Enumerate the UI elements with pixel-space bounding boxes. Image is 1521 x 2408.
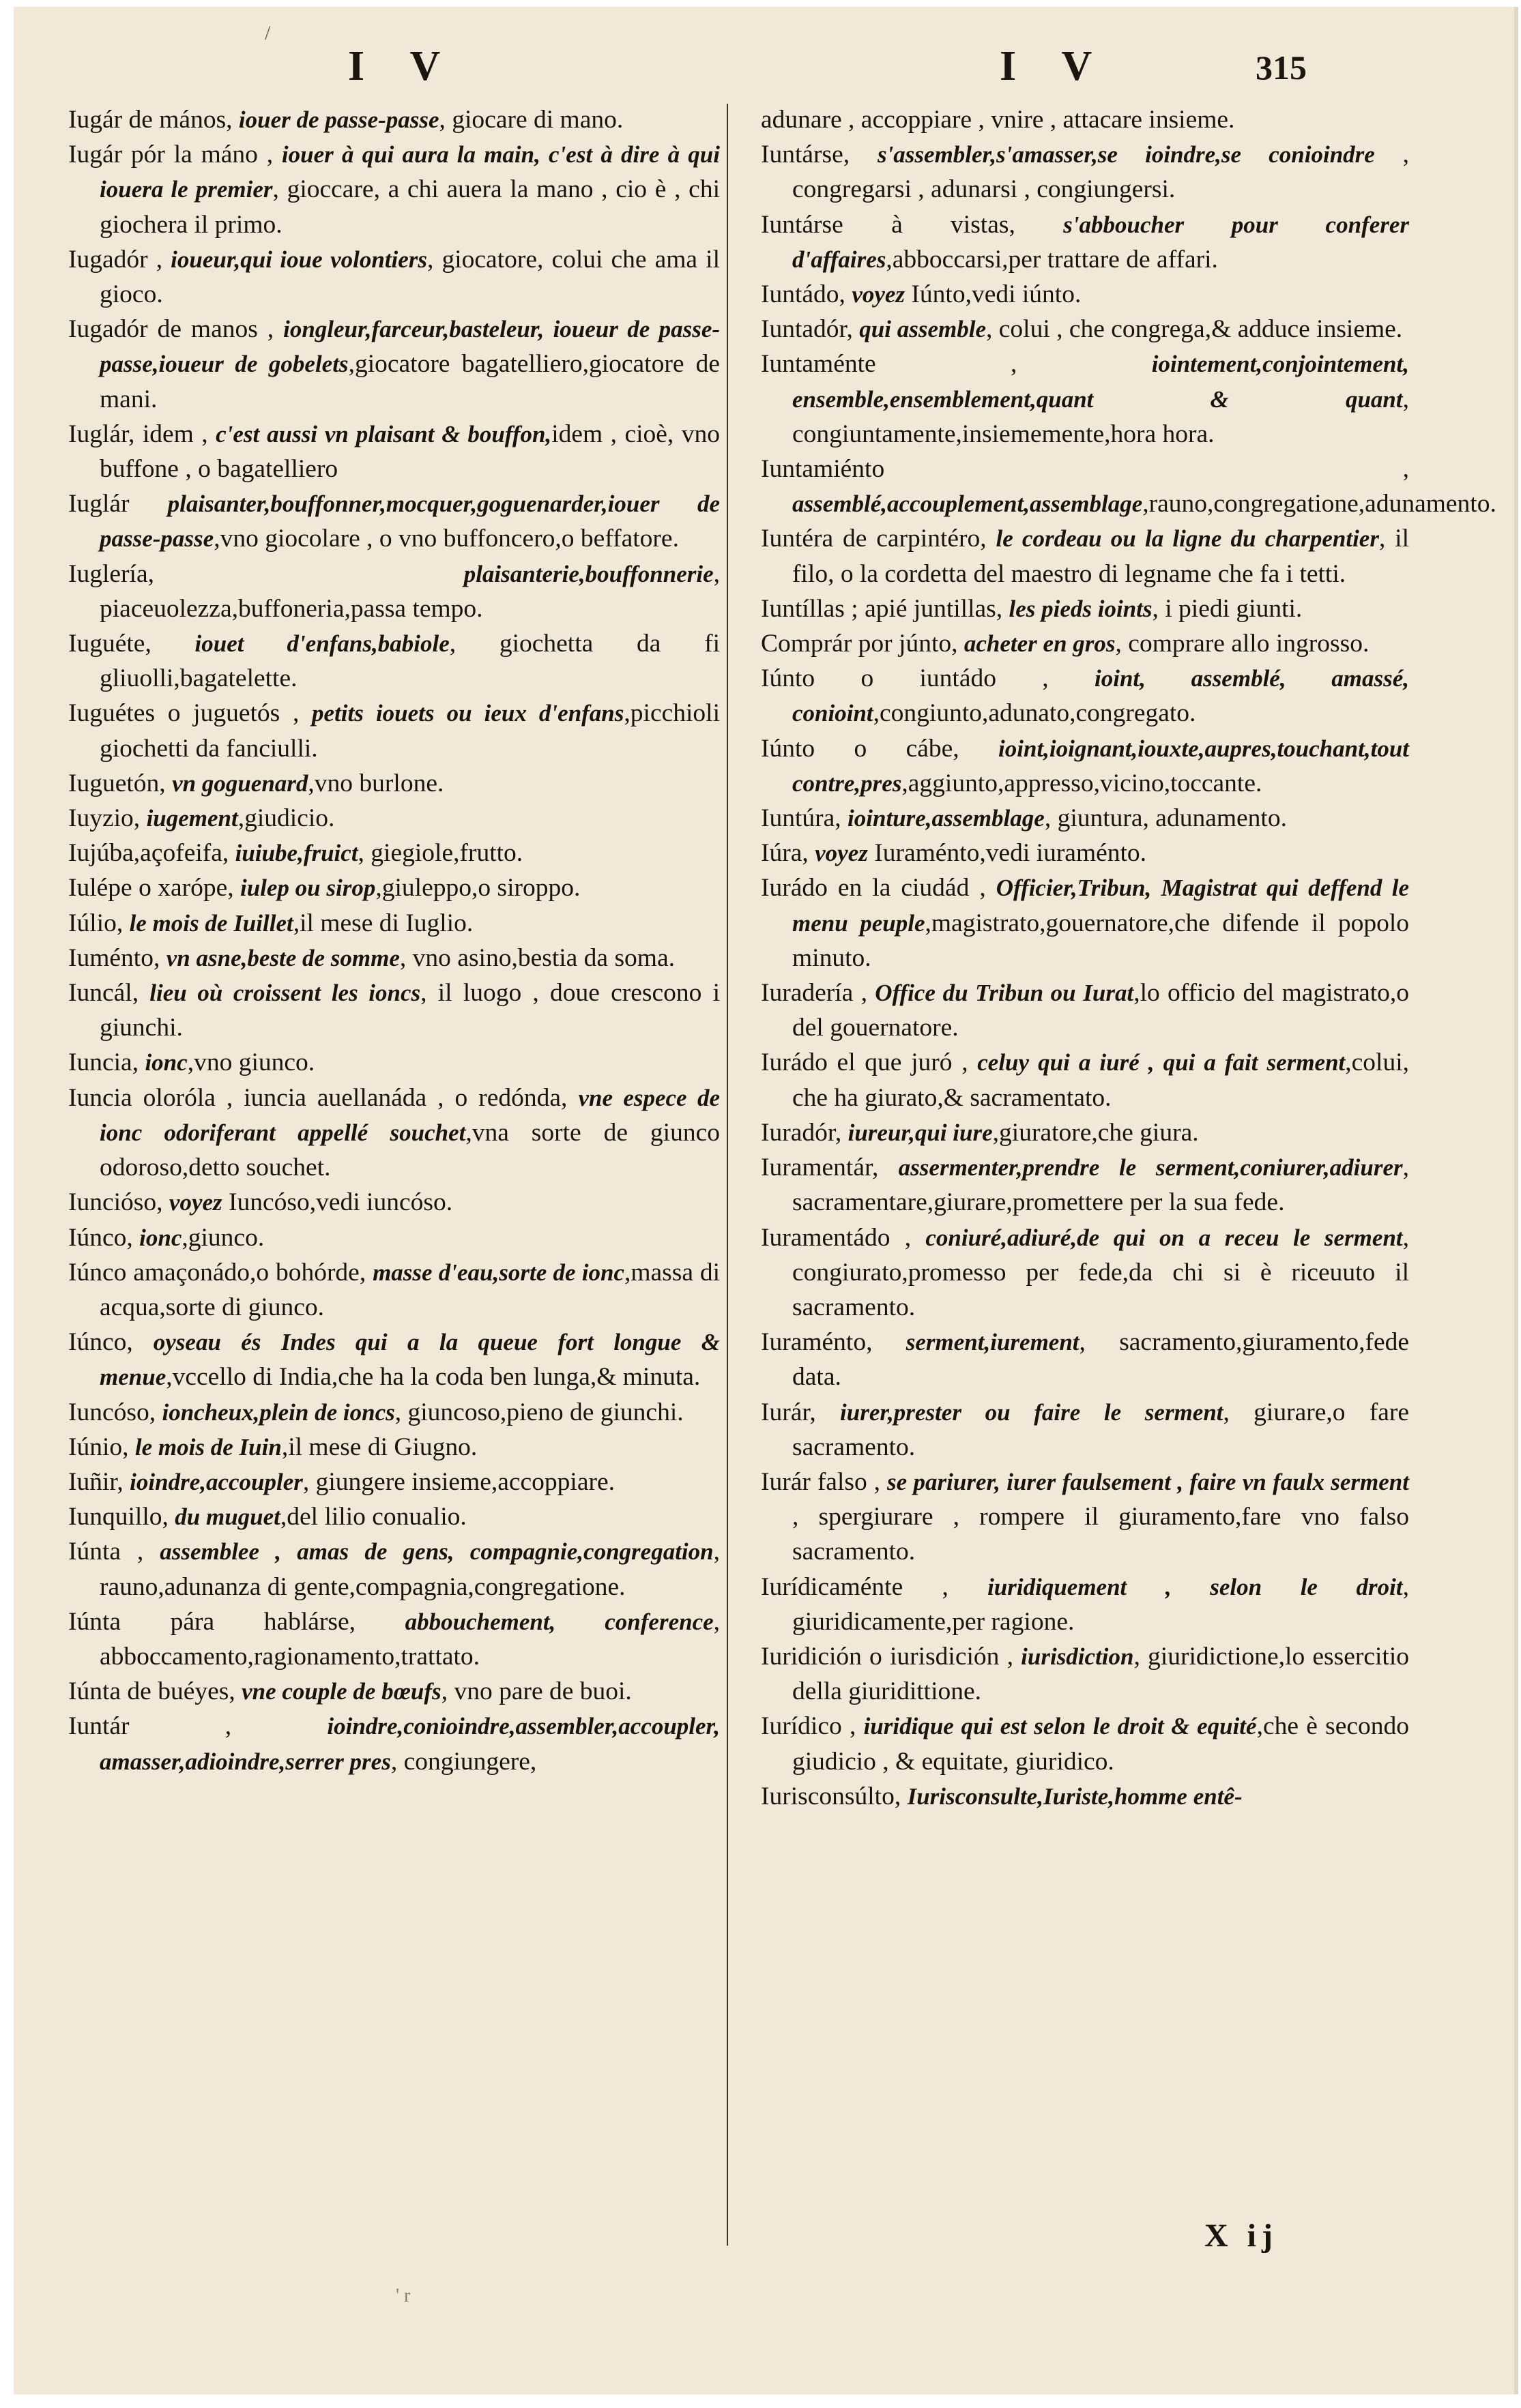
dictionary-entry xyxy=(761,1570,1409,1639)
italian-gloss: ,giocatore bagatelliero,giocatore de mani. xyxy=(100,350,721,413)
french-gloss: qui assemble xyxy=(859,316,986,343)
spanish-headword: Iuguéte, xyxy=(68,630,151,658)
dictionary-entry xyxy=(68,557,720,626)
italian-gloss: , congiungere, xyxy=(390,1747,537,1776)
italian-gloss: , giuntura, adunamento. xyxy=(1044,804,1287,833)
french-gloss: voyez xyxy=(169,1189,222,1216)
dictionary-entry xyxy=(761,731,1409,801)
italian-gloss: ,il mese di Iuglio. xyxy=(293,909,474,937)
spanish-headword: Iuntamiénto , xyxy=(761,455,1409,484)
spanish-headword: Iurisconsúlto, xyxy=(761,1782,901,1810)
spanish-headword: Iuncióso, xyxy=(68,1188,163,1217)
dictionary-entry xyxy=(68,1255,720,1325)
french-gloss: serment,iurement xyxy=(906,1329,1080,1356)
italian-gloss: ,il mese di Giugno. xyxy=(281,1433,478,1461)
italian-gloss: ,abboccarsi,per trattare de affari. xyxy=(886,245,1218,274)
dictionary-entry xyxy=(68,1465,720,1499)
french-gloss: iuridique qui est selon le droit & equité xyxy=(863,1713,1257,1740)
dictionary-page xyxy=(14,7,1518,2394)
dictionary-entry xyxy=(761,102,1409,137)
french-gloss: c'est aussi vn plaisant & bouffon, xyxy=(216,420,552,447)
italian-gloss: , vno pare de buoi. xyxy=(441,1677,632,1706)
italian-gloss: ,magistrato,gouernatore,che difende il popolo minuto. xyxy=(792,909,1409,972)
italian-gloss: , giocatore, colui che ama il gioco. xyxy=(100,245,720,309)
dictionary-entry xyxy=(761,975,1409,1045)
italian-gloss: ,colui, che ha giurato,& sacramentato. xyxy=(792,1048,1410,1112)
french-gloss: Office du Tribun ou Iurat xyxy=(875,980,1134,1007)
dictionary-entry xyxy=(68,312,720,417)
dictionary-entry xyxy=(761,207,1409,277)
french-gloss: ioint, assemblé, amassé, conioint xyxy=(792,665,1410,727)
french-gloss: le mois de Iuin xyxy=(134,1433,282,1460)
italian-gloss: , i piedi giunti. xyxy=(1152,594,1303,623)
italian-gloss: idem , cioè, vno buffone , o bagatelliero xyxy=(100,420,720,484)
italian-gloss: , sacramento,giuramento,fede data. xyxy=(792,1328,1409,1392)
italian-gloss: , abboccamento,ragionamento,trattato. xyxy=(100,1607,721,1671)
french-gloss: iongleur,farceur,basteleur, ioueur de passe-passe,ioueur de gobelets xyxy=(100,316,721,378)
dictionary-entry xyxy=(761,1220,1409,1325)
french-gloss: ioindre,accoupler xyxy=(130,1468,303,1495)
italian-gloss: , giochetta da fi gliuolli,bagatelette. xyxy=(100,630,720,693)
spanish-headword: Iúnta de buéyes, xyxy=(68,1677,235,1706)
right-column xyxy=(761,102,1496,1814)
spanish-headword: Iurár, xyxy=(761,1398,816,1426)
spanish-headword: Iuglár, idem , xyxy=(68,420,208,448)
dictionary-entry xyxy=(761,312,1409,347)
italian-gloss: ,lo officio del magistrato,o del gouernatore. xyxy=(792,979,1410,1042)
italian-gloss: Iuncóso,vedi iuncóso. xyxy=(222,1188,453,1217)
french-gloss: s'abboucher pour conferer d'affaires xyxy=(792,211,1410,273)
spanish-headword: Iuntéra de carpintéro, xyxy=(761,525,987,553)
french-gloss: voyez xyxy=(852,281,906,308)
italian-gloss: , spergiurare , rompere il giuramento,fare vno falso sacramento. xyxy=(792,1503,1409,1566)
running-header xyxy=(14,22,1514,97)
french-gloss: les pieds ioints xyxy=(1009,595,1153,622)
dictionary-entry xyxy=(761,870,1409,975)
spanish-headword: Iuyzio, xyxy=(68,804,141,833)
spanish-headword: Iúnto o iuntádo , xyxy=(761,664,1049,693)
page-number: 315 xyxy=(1256,48,1307,87)
italian-gloss: ,giuleppo,o siroppo. xyxy=(375,874,581,902)
dictionary-entry xyxy=(761,521,1409,591)
spanish-headword: Iuramentár, xyxy=(761,1154,879,1182)
spanish-headword: Iúnco amaçonádo,o bohórde, xyxy=(68,1258,366,1287)
italian-gloss: , giungere insieme,accoppiare. xyxy=(302,1467,615,1496)
french-gloss: se pariurer, iurer faulsement , faire vn faulx serment xyxy=(887,1468,1410,1495)
italian-gloss: ,picchioli giochetti da fanciulli. xyxy=(100,699,720,763)
spanish-headword: Iuñir, xyxy=(68,1467,124,1496)
french-gloss: vne couple de bœufs xyxy=(242,1678,441,1705)
italian-gloss: , congiurato,promesso per fede,da chi si è riceuuto il sacramento. xyxy=(792,1223,1410,1321)
dictionary-entry xyxy=(761,452,1496,521)
dictionary-entry xyxy=(68,1081,720,1186)
french-gloss: petits iouets ou ieux d'enfans xyxy=(312,700,624,727)
dictionary-entry xyxy=(761,1325,1409,1394)
french-gloss: iurer,prester ou faire le serment xyxy=(840,1398,1223,1426)
dictionary-entry xyxy=(68,941,720,975)
spanish-headword: Iúlio, xyxy=(68,909,124,937)
italian-gloss: ,congiunto,adunato,congregato. xyxy=(873,699,1196,728)
french-gloss: oyseau és Indes qui a la queue fort longue & menue xyxy=(100,1329,720,1391)
french-gloss: le mois de Iuillet xyxy=(129,909,293,937)
dictionary-entry xyxy=(761,1395,1409,1465)
spanish-headword: Iuntárse à vistas, xyxy=(761,210,1015,239)
italian-gloss: ,che è secondo giudicio , & equitate, giuridico. xyxy=(792,1712,1409,1776)
spanish-headword: Iulépe o xarópe, xyxy=(68,874,234,902)
dictionary-entry xyxy=(68,137,720,242)
french-gloss: Iurisconsulte,Iuriste,homme entê- xyxy=(907,1782,1243,1810)
header-left-letters: I V xyxy=(348,43,459,89)
french-gloss: iuridiquement , selon le droit xyxy=(987,1573,1403,1600)
dictionary-entry xyxy=(761,1150,1409,1220)
dictionary-entry xyxy=(761,801,1409,836)
french-gloss: plaisanterie,bouffonnerie xyxy=(463,560,714,587)
dictionary-entry xyxy=(761,347,1409,452)
dictionary-entry xyxy=(68,870,720,905)
dictionary-entry xyxy=(68,696,720,765)
spanish-headword: adunare , accoppiare , vnire , attacare insieme. xyxy=(761,106,1235,134)
left-column xyxy=(68,102,720,1779)
french-gloss: iuiube,fruict xyxy=(235,840,358,867)
signature-mark: X ij xyxy=(1204,2218,1278,2254)
spanish-headword: Iuntárse, xyxy=(761,141,850,169)
french-gloss: ionc xyxy=(139,1224,182,1251)
dictionary-entry xyxy=(68,1674,720,1709)
spanish-headword: Iuguétes o juguetós , xyxy=(68,699,300,728)
french-gloss: plaisanter,bouffonner,mocquer,goguenarder,iouer de passe-passe xyxy=(100,490,720,553)
dictionary-entry xyxy=(68,975,720,1045)
dictionary-entry xyxy=(761,626,1409,661)
spanish-headword: Iugadór , xyxy=(68,245,163,274)
dictionary-entry xyxy=(68,417,720,486)
french-gloss: iouet d'enfans,babiole xyxy=(194,630,450,658)
dictionary-entry xyxy=(68,1430,720,1465)
dictionary-entry xyxy=(68,1534,720,1604)
french-gloss: ioncheux,plein de ioncs xyxy=(162,1398,395,1426)
spanish-headword: Iúnta , xyxy=(68,1538,144,1566)
spanish-headword: Iunquillo, xyxy=(68,1503,169,1531)
french-gloss: lieu où croissent les ioncs xyxy=(149,980,421,1007)
spanish-headword: Iúnco, xyxy=(68,1328,133,1357)
spanish-headword: Iuntaménte , xyxy=(761,350,1017,379)
dictionary-entry xyxy=(68,626,720,696)
dictionary-entry xyxy=(68,1604,720,1674)
dictionary-entry xyxy=(68,1185,720,1220)
french-gloss: iointure,assemblage xyxy=(848,805,1045,832)
french-gloss: acheter en gros xyxy=(964,630,1116,658)
spanish-headword: Iuménto, xyxy=(68,943,160,972)
italian-gloss: ,vno burlone. xyxy=(308,769,444,797)
italian-gloss: , sacramentare,giurare,promettere per la sua fede. xyxy=(792,1154,1409,1217)
french-gloss: masse d'eau,sorte de ionc xyxy=(373,1259,624,1286)
italian-gloss: , rauno,adunanza di gente,compagnia,congregatione. xyxy=(100,1538,720,1601)
dictionary-entry xyxy=(761,836,1409,870)
spanish-headword: Iúnco, xyxy=(68,1223,133,1252)
dictionary-entry xyxy=(68,1220,720,1255)
dictionary-entry xyxy=(761,137,1409,207)
italian-gloss: , il filo, o la cordetta del maestro di legname che fa i tetti. xyxy=(792,525,1410,588)
dictionary-entry xyxy=(68,1045,720,1080)
dictionary-entry xyxy=(761,1115,1409,1150)
dictionary-entry xyxy=(68,1395,720,1430)
dictionary-entry xyxy=(761,1465,1409,1570)
french-gloss: iointement,conjointement, ensemble,ensemblement,quant & quant xyxy=(792,351,1409,413)
header-tick-mark: / xyxy=(265,22,271,44)
dictionary-entry xyxy=(761,1045,1409,1115)
italian-gloss: , comprare allo ingrosso. xyxy=(1115,630,1370,658)
spanish-headword: Iujúba,açofeifa, xyxy=(68,839,229,868)
dictionary-entry xyxy=(68,836,720,870)
italian-gloss: ,vno giocolare , o vno buffoncero,o beffatore. xyxy=(214,525,679,553)
spanish-headword: Iúnta pára hablárse, xyxy=(68,1607,356,1636)
italian-gloss: , giurare,o fare sacramento. xyxy=(792,1398,1409,1461)
dictionary-entry xyxy=(68,486,720,556)
spanish-headword: Iuglár xyxy=(68,490,130,518)
italian-gloss: , congregarsi , adunarsi , congiungersi. xyxy=(792,141,1409,204)
dictionary-entry xyxy=(68,906,720,941)
spanish-headword: Iúra, xyxy=(761,839,809,868)
dictionary-entry xyxy=(68,1499,720,1534)
spanish-headword: Iúnio, xyxy=(68,1433,129,1461)
spanish-headword: Iuradería , xyxy=(761,979,867,1008)
italian-gloss: , giuridicamente,per ragione. xyxy=(792,1572,1409,1636)
spanish-headword: Iugár de mános, xyxy=(68,106,233,134)
italian-gloss: , colui , che congrega,& adduce insieme. xyxy=(986,315,1403,344)
italian-gloss: , giocare di mano. xyxy=(439,106,624,134)
italian-gloss: , congiuntamente,insiememente,hora hora. xyxy=(792,385,1409,448)
italian-gloss: , giegiole,frutto. xyxy=(358,839,523,868)
dictionary-entry xyxy=(761,1639,1409,1709)
spanish-headword: Iuncóso, xyxy=(68,1398,156,1426)
french-gloss: iouer de passe-passe xyxy=(238,106,439,133)
spanish-headword: Iugár pór la máno , xyxy=(68,141,274,169)
dictionary-entry xyxy=(68,1709,720,1778)
italian-gloss: ,aggiunto,appresso,vicino,toccante. xyxy=(901,769,1262,797)
french-gloss: assemblé,accouplement,assemblage xyxy=(792,490,1143,518)
italian-gloss: Iúnto,vedi iúnto. xyxy=(905,280,1082,309)
italian-gloss: ,giudicio. xyxy=(237,804,335,833)
french-gloss: abbouchement, conference xyxy=(405,1608,714,1635)
spanish-headword: Iurádo en la ciudád , xyxy=(761,874,986,902)
italian-gloss: ,del lilio conualio. xyxy=(280,1503,467,1531)
dictionary-entry xyxy=(68,801,720,836)
italian-gloss: ,vna sorte de giunco odoroso,detto souchet. xyxy=(100,1118,720,1182)
spanish-headword: Iuncál, xyxy=(68,979,139,1008)
italian-gloss: , piaceuolezza,buffoneria,passa tempo. xyxy=(100,559,720,623)
french-gloss: assemblee , amas de gens, compagnie,congregation xyxy=(160,1538,714,1566)
french-gloss: vn goguenard xyxy=(172,769,308,797)
spanish-headword: Iuradór, xyxy=(761,1118,842,1147)
italian-gloss: ,rauno,congregatione,adunamento. xyxy=(1142,490,1496,518)
spanish-headword: Iuntadór, xyxy=(761,315,853,344)
footer-mark: ' r xyxy=(396,2285,411,2306)
french-gloss: iureur,qui iure xyxy=(848,1119,993,1146)
french-gloss: iurisdiction xyxy=(1021,1643,1134,1670)
french-gloss: iulep ou sirop xyxy=(240,875,376,902)
column-divider xyxy=(727,104,728,2246)
french-gloss: celuy qui a iuré , qui a fait serment xyxy=(977,1049,1346,1076)
spanish-headword: Iugadór de manos , xyxy=(68,315,274,344)
spanish-headword: Iurídico , xyxy=(761,1712,856,1741)
spanish-headword: Iuntíllas ; apié juntillas, xyxy=(761,594,1003,623)
french-gloss: ioint,ioignant,iouxte,aupres,touchant,tout contre,pres xyxy=(792,735,1410,797)
dictionary-entry xyxy=(68,102,720,137)
french-gloss: ioindre,conioindre,assembler,accoupler, amasser,adioindre,serrer pres xyxy=(100,1713,720,1775)
french-gloss: coniuré,adiuré,de qui on a receu le serment xyxy=(925,1224,1403,1251)
header-right-letters: I V xyxy=(1000,43,1110,89)
spanish-headword: Iuntádo, xyxy=(761,280,845,309)
dictionary-entry xyxy=(68,242,720,312)
italian-gloss: Iuraménto,vedi iuraménto. xyxy=(867,839,1147,868)
spanish-headword: Iuraménto, xyxy=(761,1328,873,1357)
dictionary-entry xyxy=(68,766,720,801)
spanish-headword: Iuncia oloróla , iuncia auellanáda , o redónda, xyxy=(68,1083,568,1112)
french-gloss: du muguet xyxy=(175,1503,280,1531)
italian-gloss: ,vno giunco. xyxy=(187,1048,315,1077)
spanish-headword: Iurídicaménte , xyxy=(761,1572,948,1601)
spanish-headword: Iuguetón, xyxy=(68,769,166,797)
spanish-headword: Iuridición o iurisdición , xyxy=(761,1642,1013,1671)
italian-gloss: , giuncoso,pieno de giunchi. xyxy=(394,1398,684,1426)
spanish-headword: Iurár falso , xyxy=(761,1467,881,1496)
italian-gloss: ,giunco. xyxy=(182,1223,265,1252)
dictionary-entry xyxy=(761,661,1409,731)
spanish-headword: Iuglería, xyxy=(68,559,154,588)
dictionary-entry xyxy=(761,591,1409,626)
italian-gloss: , giuridictione,lo essercitio della giuridittione. xyxy=(792,1642,1410,1706)
spanish-headword: Comprár por júnto, xyxy=(761,630,958,658)
french-gloss: voyez xyxy=(815,840,868,867)
italian-gloss: , gioccare, a chi auera la mano , cio è , chi giochera il primo. xyxy=(100,175,720,239)
dictionary-entry xyxy=(761,277,1409,312)
italian-gloss: ,massa di acqua,sorte di giunco. xyxy=(100,1258,721,1321)
french-gloss: iouer à qui aura la main, c'est à dire à qui iouera le premier xyxy=(100,141,721,203)
dictionary-entry xyxy=(761,1779,1409,1814)
dictionary-entry xyxy=(761,1709,1409,1778)
spanish-headword: Iuntúra, xyxy=(761,804,841,833)
italian-gloss: , vno asino,bestia da soma. xyxy=(399,943,675,972)
italian-gloss: , il luogo , doue crescono i giunchi. xyxy=(100,979,721,1042)
italian-gloss: ,giuratore,che giura. xyxy=(992,1118,1199,1147)
french-gloss: s'assembler,s'amasser,se ioindre,se conioindre xyxy=(877,141,1375,168)
french-gloss: assermenter,prendre le serment,coniurer,adiurer xyxy=(898,1154,1403,1181)
french-gloss: ioueur,qui ioue volontiers xyxy=(171,246,428,273)
spanish-headword: Iúnto o cábe, xyxy=(761,734,959,763)
spanish-headword: Iuramentádo , xyxy=(761,1223,912,1252)
french-gloss: Officier,Tribun, Magistrat qui deffend le menu peuple xyxy=(792,875,1409,937)
french-gloss: vn asne,beste de somme xyxy=(166,944,400,971)
french-gloss: vne espece de ionc odoriferant appellé souchet xyxy=(100,1084,720,1146)
spanish-headword: Iuncia, xyxy=(68,1048,139,1077)
french-gloss: ionc xyxy=(145,1049,188,1076)
spanish-headword: Iuntár , xyxy=(68,1712,232,1741)
dictionary-entry xyxy=(68,1325,720,1394)
french-gloss: le cordeau ou la ligne du charpentier xyxy=(996,525,1379,553)
spanish-headword: Iurádo el que juró , xyxy=(761,1048,968,1077)
italian-gloss: ,vccello di India,che ha la coda ben lunga,& minuta. xyxy=(166,1363,701,1392)
french-gloss: iugement xyxy=(146,805,238,832)
